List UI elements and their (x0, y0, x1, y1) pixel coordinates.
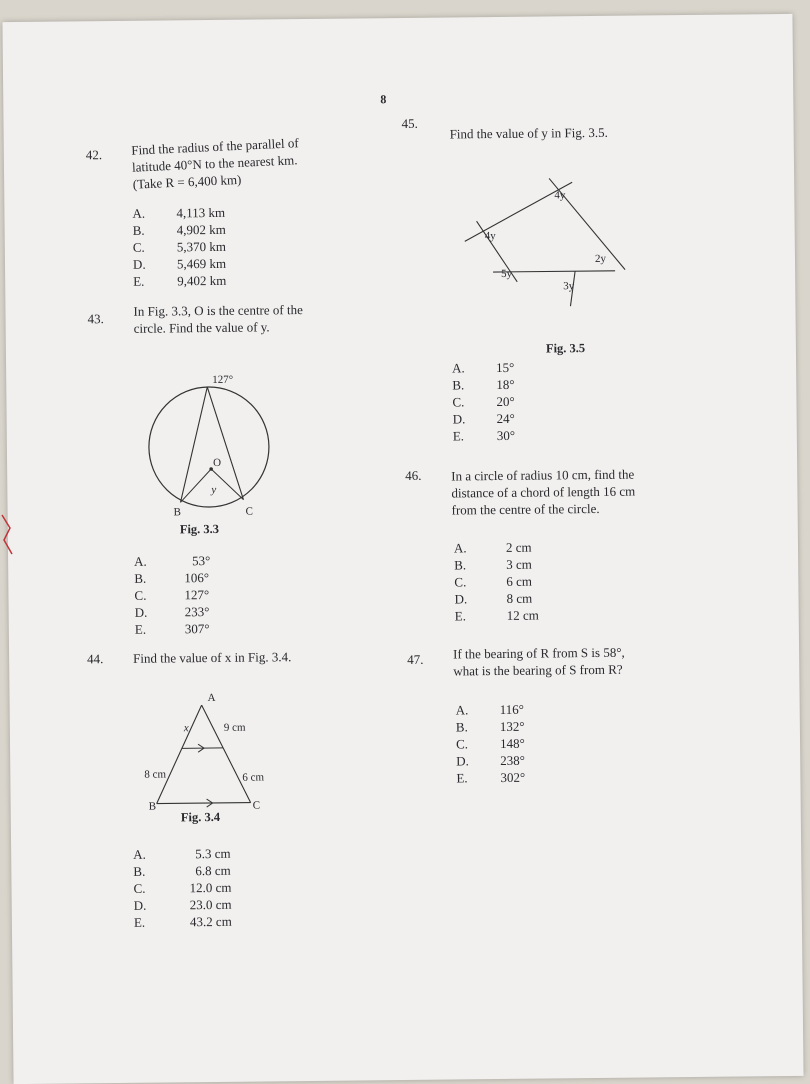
circle-shape (148, 386, 269, 507)
point-b-label: B (149, 801, 156, 813)
angle-5y-label: 5y (501, 268, 513, 280)
q44-option-e: E. 43.2 cm (134, 913, 232, 931)
fig-3-5-caption: Fig. 3.5 (546, 341, 585, 356)
side-ab (156, 705, 203, 803)
point-c-label: C (253, 800, 260, 812)
len-6cm-label: 6 cm (242, 771, 264, 783)
q45-option-c: C. 20° (452, 393, 514, 411)
q47-option-e: E. 302° (456, 769, 525, 787)
q46-option-a: A. 2 cm (454, 539, 538, 557)
chord-ab (179, 387, 208, 502)
q44-option-b: B. 6.8 cm (133, 862, 231, 880)
q46-line2: distance of a chord of length 16 cm (451, 483, 635, 502)
q44-options (133, 845, 232, 931)
q45-option-d: D. 24° (453, 410, 515, 428)
q46-option-d: D. 8 cm (454, 590, 538, 608)
q47-number: 47. (407, 652, 423, 668)
q44-number: 44. (87, 651, 103, 667)
q44-option-c: C. 12.0 cm (133, 879, 231, 897)
q46-option-c: C. 6 cm (454, 573, 538, 591)
q45-option-b: B. 18° (452, 376, 514, 394)
q42-option-e: E. 9,402 km (133, 272, 226, 290)
q42-option-d: D. 5,469 km (133, 255, 226, 273)
q43-number: 43. (87, 311, 103, 327)
q47-option-a: A. 116° (456, 701, 525, 719)
q46-options (454, 539, 539, 625)
q47-line2: what is the bearing of S from R? (453, 661, 625, 680)
q42-option-c: C. 5,370 km (133, 238, 226, 256)
q47-option-d: D. 238° (456, 752, 525, 770)
q45-options (452, 359, 515, 445)
q42-text (131, 134, 301, 193)
page-number: 8 (380, 92, 386, 107)
q46-number: 46. (405, 468, 421, 484)
q45-option-a: A. 15° (452, 359, 514, 377)
q43-options (134, 552, 211, 638)
q47-line1: If the bearing of R from S is 58°, (453, 644, 625, 663)
q43-option-b: B. 106° (134, 569, 210, 587)
side-bc (157, 803, 251, 804)
len-9cm-label: 9 cm (224, 722, 246, 734)
angle-4y-top-label: 4y (554, 189, 566, 201)
len-8cm-label: 8 cm (144, 768, 166, 780)
fig-3-3-circle-diagram (146, 354, 278, 515)
point-a-label: A (207, 692, 215, 704)
angle-127-label: 127° (212, 374, 233, 386)
exam-page (2, 14, 803, 1084)
q46-text (451, 466, 635, 519)
q47-option-b: B. 132° (456, 718, 525, 736)
q45-number: 45. (401, 116, 417, 132)
q44-text: Find the value of x in Fig. 3.4. (133, 648, 291, 667)
q43-option-a: A. 53° (134, 552, 210, 570)
angle-3y-label: 3y (563, 280, 575, 292)
fig-3-4-caption: Fig. 3.4 (181, 810, 220, 825)
q47-option-c: C. 148° (456, 735, 525, 753)
q42-option-b: B. 4,902 km (133, 221, 226, 239)
q44-option-a: A. 5.3 cm (133, 845, 231, 863)
q43-line1: In Fig. 3.3, O is the centre of the (133, 301, 302, 320)
q42-number: 42. (86, 147, 102, 163)
point-c-label: C (246, 506, 253, 518)
q47-text (453, 644, 625, 680)
y-label: y (210, 484, 216, 496)
x-label: x (183, 722, 189, 734)
q42-line1: Find the radius of the parallel of (131, 134, 299, 159)
q44-option-d: D. 23.0 cm (134, 896, 232, 914)
q43-text (133, 301, 303, 337)
red-pen-mark (0, 510, 14, 560)
centre-o-label: O (213, 457, 221, 469)
side-ac (202, 705, 251, 803)
fig-3-5-diagram (444, 175, 645, 307)
angle-4y-left-label: 4y (485, 230, 497, 242)
angle-2y-label: 2y (595, 253, 607, 265)
point-b-label: B (174, 506, 181, 518)
q42-line2: latitude 40°N to the nearest km. (132, 151, 300, 176)
q46-option-b: B. 3 cm (454, 556, 538, 574)
q46-option-e: E. 12 cm (455, 607, 539, 625)
q43-option-e: E. 307° (135, 620, 211, 638)
fig-3-3-caption: Fig. 3.3 (180, 522, 219, 537)
fig-3-4-triangle-diagram (137, 684, 288, 821)
q45-option-e: E. 30° (453, 427, 515, 445)
q47-options (456, 701, 526, 787)
q46-line3: from the centre of the circle. (452, 500, 636, 519)
q43-option-d: D. 233° (135, 603, 211, 621)
q43-line2: circle. Find the value of y. (134, 318, 303, 337)
q43-option-c: C. 127° (134, 586, 210, 604)
q42-options (132, 204, 226, 290)
q42-line3: (Take R = 6,400 km) (132, 168, 300, 193)
q42-option-a: A. 4,113 km (132, 204, 225, 222)
q45-text: Find the value of y in Fig. 3.5. (450, 124, 608, 143)
q46-line1: In a circle of radius 10 cm, find the (451, 466, 635, 485)
